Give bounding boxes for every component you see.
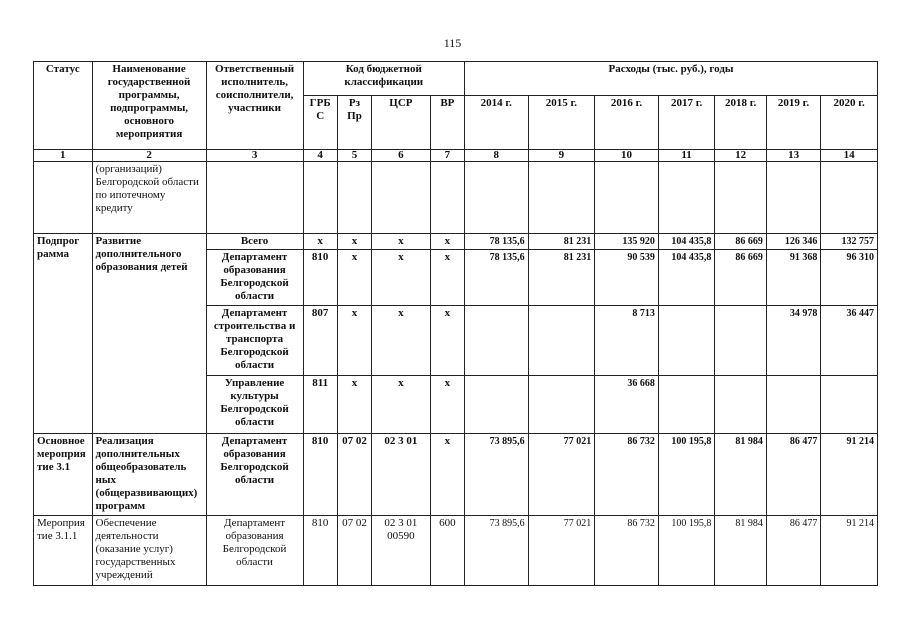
event-row	[34, 516, 878, 586]
header-vr: ВР	[430, 96, 464, 150]
col-number: 8	[465, 150, 529, 162]
value-cell: 77 021	[528, 516, 595, 586]
event-status: Мероприя тие 3.1.1	[34, 516, 93, 586]
value-cell: 96 310	[821, 250, 878, 306]
value-cell: 86 732	[595, 434, 659, 516]
value-cell	[821, 376, 878, 434]
responsible: Департамент образования Белгородской области	[206, 250, 303, 306]
value-cell: 86 477	[766, 516, 821, 586]
grbs-cell: 807	[303, 306, 337, 376]
responsible: Департамент образования Белгородской области	[206, 516, 303, 586]
value-cell: 86 732	[595, 516, 659, 586]
vr-cell: х	[430, 376, 464, 434]
value-cell: 91 368	[766, 250, 821, 306]
value-cell	[658, 376, 715, 434]
event-name: Обеспечение деятельности (оказание услуг) государственных учреждений	[92, 516, 206, 586]
csr-cell: х	[372, 306, 431, 376]
col-number: 11	[658, 150, 715, 162]
value-cell: 36 447	[821, 306, 878, 376]
column-numbers-row	[34, 150, 878, 162]
header-year: 2016 г.	[595, 96, 659, 150]
value-cell	[528, 376, 595, 434]
value-cell: 126 346	[766, 234, 821, 250]
vr-cell: 600	[430, 516, 464, 586]
value-cell: 81 231	[528, 250, 595, 306]
value-cell: 104 435,8	[658, 234, 715, 250]
header-year: 2020 г.	[821, 96, 878, 150]
responsible: Управление культуры Белгородской области	[206, 376, 303, 434]
header-year: 2014 г.	[465, 96, 529, 150]
col-number: 14	[821, 150, 878, 162]
col-number: 3	[206, 150, 303, 162]
continuation-name: (организаций) Белгородской области по ипотечному кредиту	[92, 162, 206, 234]
grbs-cell: 811	[303, 376, 337, 434]
value-cell: 8 713	[595, 306, 659, 376]
value-cell	[715, 376, 766, 434]
value-cell	[715, 306, 766, 376]
value-cell: 78 135,6	[465, 250, 529, 306]
col-number: 4	[303, 150, 337, 162]
value-cell: 91 214	[821, 516, 878, 586]
main-event-row	[34, 434, 878, 516]
value-cell: 90 539	[595, 250, 659, 306]
subprogram-total-row	[34, 234, 878, 250]
value-cell: 77 021	[528, 434, 595, 516]
vr-cell: х	[430, 250, 464, 306]
continuation-row	[34, 162, 878, 234]
value-cell: 100 195,8	[658, 516, 715, 586]
budget-table	[33, 61, 878, 586]
value-cell	[528, 306, 595, 376]
csr-cell: х	[372, 250, 431, 306]
header-grbs: ГРБ С	[303, 96, 337, 150]
header-status: Статус	[34, 62, 93, 150]
value-cell	[465, 376, 529, 434]
value-cell: 135 920	[595, 234, 659, 250]
value-cell: 36 668	[595, 376, 659, 434]
csr-cell: 02 3 01	[372, 434, 431, 516]
vr-cell: х	[430, 434, 464, 516]
col-number: 7	[430, 150, 464, 162]
value-cell: 81 984	[715, 516, 766, 586]
grbs-cell: 810	[303, 516, 337, 586]
vr-cell: х	[430, 306, 464, 376]
col-number: 5	[337, 150, 371, 162]
subprogram-name: Развитие дополнительного образования детей	[92, 234, 206, 434]
subprogram-status: Подпрог рамма	[34, 234, 93, 434]
page-number: 115	[443, 36, 462, 50]
responsible: Департамент образования Белгородской области	[206, 434, 303, 516]
value-cell: 73 895,6	[465, 434, 529, 516]
grbs-cell: 810	[303, 250, 337, 306]
header-name: Наименование государственной программы, подпрограммы, основного мероприятия	[92, 62, 206, 150]
csr-cell: х	[372, 234, 431, 250]
csr-cell: 02 3 01 00590	[372, 516, 431, 586]
csr-cell: х	[372, 376, 431, 434]
header-year: 2015 г.	[528, 96, 595, 150]
col-number: 12	[715, 150, 766, 162]
header-year: 2017 г.	[658, 96, 715, 150]
rzpr-cell: х	[337, 376, 371, 434]
col-number: 6	[372, 150, 431, 162]
value-cell: 100 195,8	[658, 434, 715, 516]
value-cell: 86 669	[715, 234, 766, 250]
header-budget-code: Код бюджетной классификации	[303, 62, 464, 96]
col-number: 1	[34, 150, 93, 162]
value-cell: 104 435,8	[658, 250, 715, 306]
value-cell	[658, 306, 715, 376]
value-cell: 86 477	[766, 434, 821, 516]
grbs-cell: х	[303, 234, 337, 250]
rzpr-cell: х	[337, 306, 371, 376]
main-event-name: Реализация дополнительных общеобразователь ных (общеразвивающих) программ	[92, 434, 206, 516]
col-number: 9	[528, 150, 595, 162]
rzpr-cell: х	[337, 250, 371, 306]
col-number: 2	[92, 150, 206, 162]
value-cell: 81 984	[715, 434, 766, 516]
value-cell	[766, 376, 821, 434]
main-event-status: Основное мероприя тие 3.1	[34, 434, 93, 516]
responsible: Департамент строительства и транспорта Белгородской области	[206, 306, 303, 376]
col-number: 13	[766, 150, 821, 162]
header-responsible: Ответственный исполнитель, соисполнители, участники	[206, 62, 303, 150]
value-cell	[465, 306, 529, 376]
rzpr-cell: 07 02	[337, 434, 371, 516]
header-expenses: Расходы (тыс. руб.), годы	[465, 62, 878, 96]
value-cell: 91 214	[821, 434, 878, 516]
value-cell: 132 757	[821, 234, 878, 250]
value-cell: 86 669	[715, 250, 766, 306]
rzpr-cell: 07 02	[337, 516, 371, 586]
header-rzpr: Рз Пр	[337, 96, 371, 150]
vr-cell: х	[430, 234, 464, 250]
responsible: Всего	[206, 234, 303, 250]
header-year: 2018 г.	[715, 96, 766, 150]
col-number: 10	[595, 150, 659, 162]
value-cell: 81 231	[528, 234, 595, 250]
header-csr: ЦСР	[372, 96, 431, 150]
value-cell: 78 135,6	[465, 234, 529, 250]
header-year: 2019 г.	[766, 96, 821, 150]
value-cell: 34 978	[766, 306, 821, 376]
value-cell: 73 895,6	[465, 516, 529, 586]
grbs-cell: 810	[303, 434, 337, 516]
rzpr-cell: х	[337, 234, 371, 250]
